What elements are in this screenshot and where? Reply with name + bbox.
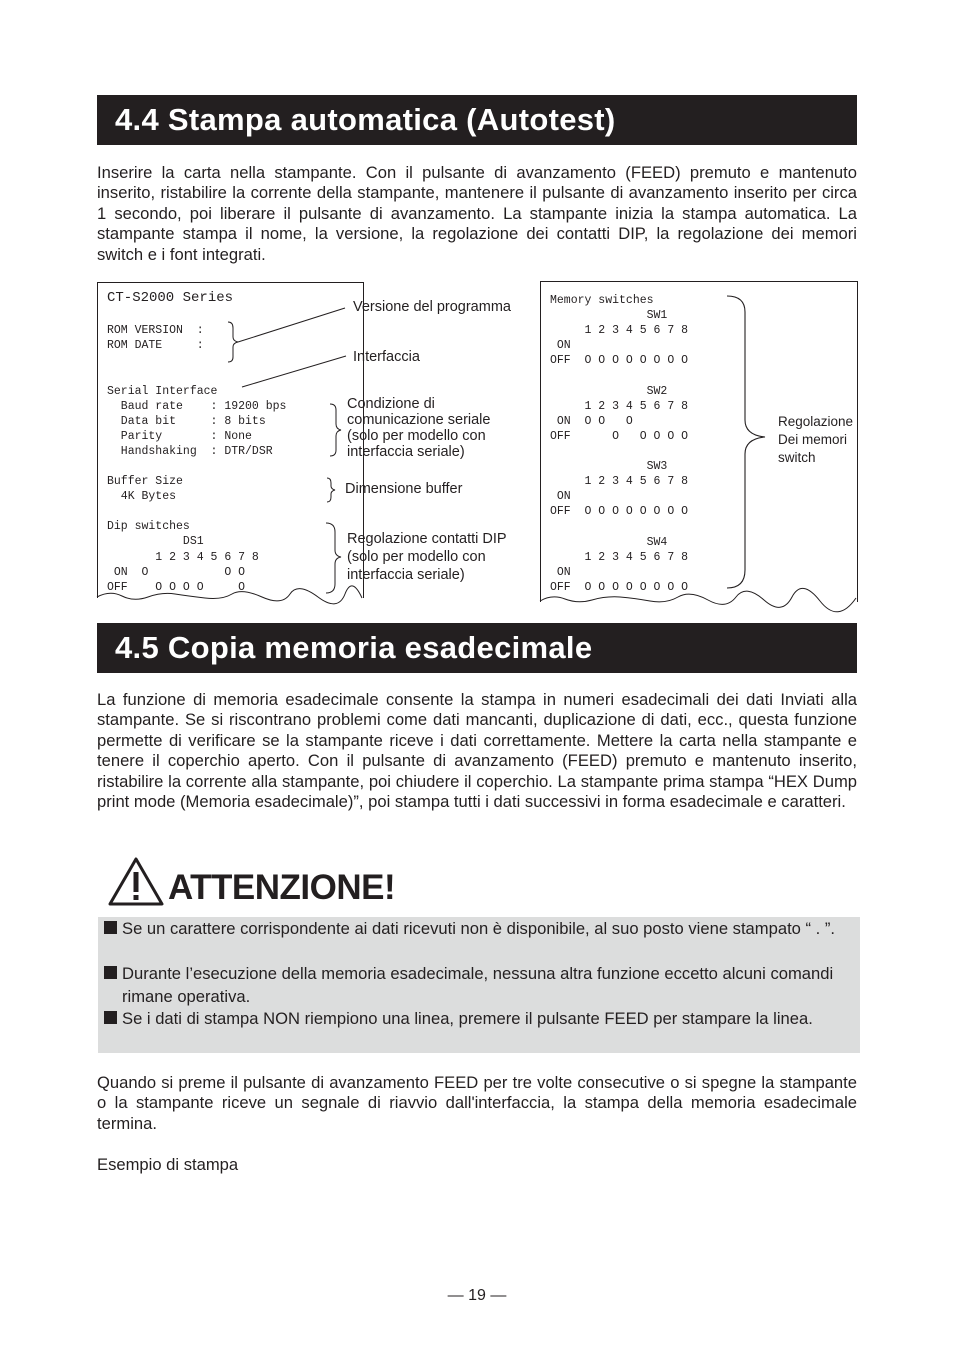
printout-title: CT-S2000 Series [107,290,234,306]
printout-line: Memory switches [550,294,654,307]
square-bullet-icon [104,966,117,979]
printout-line: 1 2 3 4 5 6 7 8 [107,551,259,564]
warning-item-text: Se i dati di stampa NON riempiono una linea, premere il pulsante FEED per stampare la linea. [122,1009,813,1028]
torn-edge-right [540,588,856,611]
brace-serial-icon [330,404,341,456]
brace-buffer-icon [327,478,335,502]
printout-line: Dip switches [107,520,190,533]
section-4-4-paragraph: Inserire la carta nella stampante. Con il pulsante di avanzamento (FEED) premuto e mantenuto inserito, ristabilire la corrente della stampante, mantenere il pulsante di avanzamento inserito per circa 1 secondo, poi liberare il pulsante di avanzamento. La stampante inizia la stampa automatica. La stampante stampa il nome, la versione, la regolazione dei contatti DIP, la regolazione dei memori switch e i font integrati. [97,163,857,264]
printout-line: OFF O O O O O O O O [550,581,689,594]
warning-item-text: Durante l’esecuzione della memoria esadecimale, nessuna altra funzione eccetto alcuni comandi rimane operativa. [122,964,834,1006]
printout-line: ON [550,490,571,503]
printout-line: SW2 [550,385,668,398]
printout-line: Serial Interface [107,385,218,398]
square-bullet-icon [104,1011,117,1024]
printout-line: 1 2 3 4 5 6 7 8 [550,475,689,488]
warning-item-text: Se un carattere corrispondente ai dati ricevuti non è disponibile, al suo posto viene stampato “ . ”. [122,919,836,938]
printout-line: 4K Bytes [107,490,177,503]
brace-rom-icon [228,322,238,362]
label-dip-line: interfaccia seriale) [347,567,465,583]
warning-box [98,917,860,1053]
printout-line: ON [550,339,571,352]
brace-dip-icon [326,523,341,593]
printout-line: Parity : None [107,430,252,443]
printout-line: OFF O O O O O O O O [550,354,689,367]
section-4-4-heading: 4.4 Stampa automatica (Autotest) [97,95,857,145]
warning-title: ATTENZIONE! [168,868,396,907]
warning-item [104,917,852,940]
printout-line: 1 2 3 4 5 6 7 8 [550,551,689,564]
leader-line-version [238,308,345,342]
printout-line: ON O O O [550,415,633,428]
printout-line: DS1 [107,535,204,548]
page-number: — 19 — [447,1287,507,1304]
label-memory-line: switch [778,450,816,465]
label-memory-line: Regolazione [778,414,854,429]
label-serial-line: (solo per modello con [347,428,486,444]
label-version: Versione del programma [353,299,511,315]
label-dip-line: Regolazione contatti DIP [347,531,507,547]
printout-line: Data bit : 8 bits [107,415,266,428]
label-serial-line: Condizione di [347,396,435,412]
torn-edge-left [97,586,362,604]
warning-item [104,1007,852,1030]
printout-line: OFF O O O O O [550,430,689,443]
warning-triangle-icon [107,856,165,908]
label-dip-line: (solo per modello con [347,549,486,565]
printout-line: Baud rate : 19200 bps [107,400,287,413]
printout-line: ROM DATE : [107,339,204,352]
printout-line: 1 2 3 4 5 6 7 8 [550,400,689,413]
label-serial-line: comunicazione seriale [347,412,491,428]
square-bullet-icon [104,921,117,934]
example-label: Esempio di stampa [97,1155,239,1174]
printout-line: OFF O O O O O [107,581,246,594]
printout-line: Handshaking : DTR/DSR [107,445,273,458]
torn-top-right [540,271,856,289]
brace-memory-icon [727,296,765,588]
label-buffer: Dimensione buffer [345,481,463,497]
printout-line: SW4 [550,536,668,549]
label-interface: Interfaccia [353,349,420,365]
label-memory-line: Dei memori [778,432,848,447]
section-4-5-heading: 4.5 Copia memoria esadecimale [97,623,857,673]
section-4-5-paragraph: La funzione di memoria esadecimale consente la stampa in numeri esadecimali dei dati Inviati alla stampante. Se si riscontrano problemi come dati mancanti, duplicazione di dati, ecc., questa funzione permette di verificare se la stampante riceve i dati correttamente. Mettere la carta nella stampante e tenere il coperchio aperto. Con il pulsante di avanzamento (FEED) premuto e mantenuto inserito, ristabilire la corrente alla stampante, poi chiudere il coperchio. La stampante prima stampa “HEX Dump print mode (Memoria esadecimale)”, poi stampa tutti i dati successivi in forma esadecimale e caratteri. [97,690,857,812]
printout-line: Buffer Size [107,475,183,488]
printout-line: OFF O O O O O O O O [550,505,689,518]
warning-item [104,962,852,1008]
label-serial-line: interfaccia seriale) [347,444,465,460]
printout-line: SW1 [550,309,668,322]
closing-paragraph: Quando si preme il pulsante di avanzamento FEED per tre volte consecutive o si spegne la stampante o la stampante riceve un segnale di riavvio dall'interfaccia, la stampa della memoria esadecimale termina. [97,1073,857,1133]
leader-line-interface [242,356,346,387]
printout-line: ROM VERSION : [107,324,204,337]
printout-line: 1 2 3 4 5 6 7 8 [550,324,689,337]
printout-line: ON O O O [107,566,246,579]
printout-line: SW3 [550,460,668,473]
printout-line: ON [550,566,571,579]
